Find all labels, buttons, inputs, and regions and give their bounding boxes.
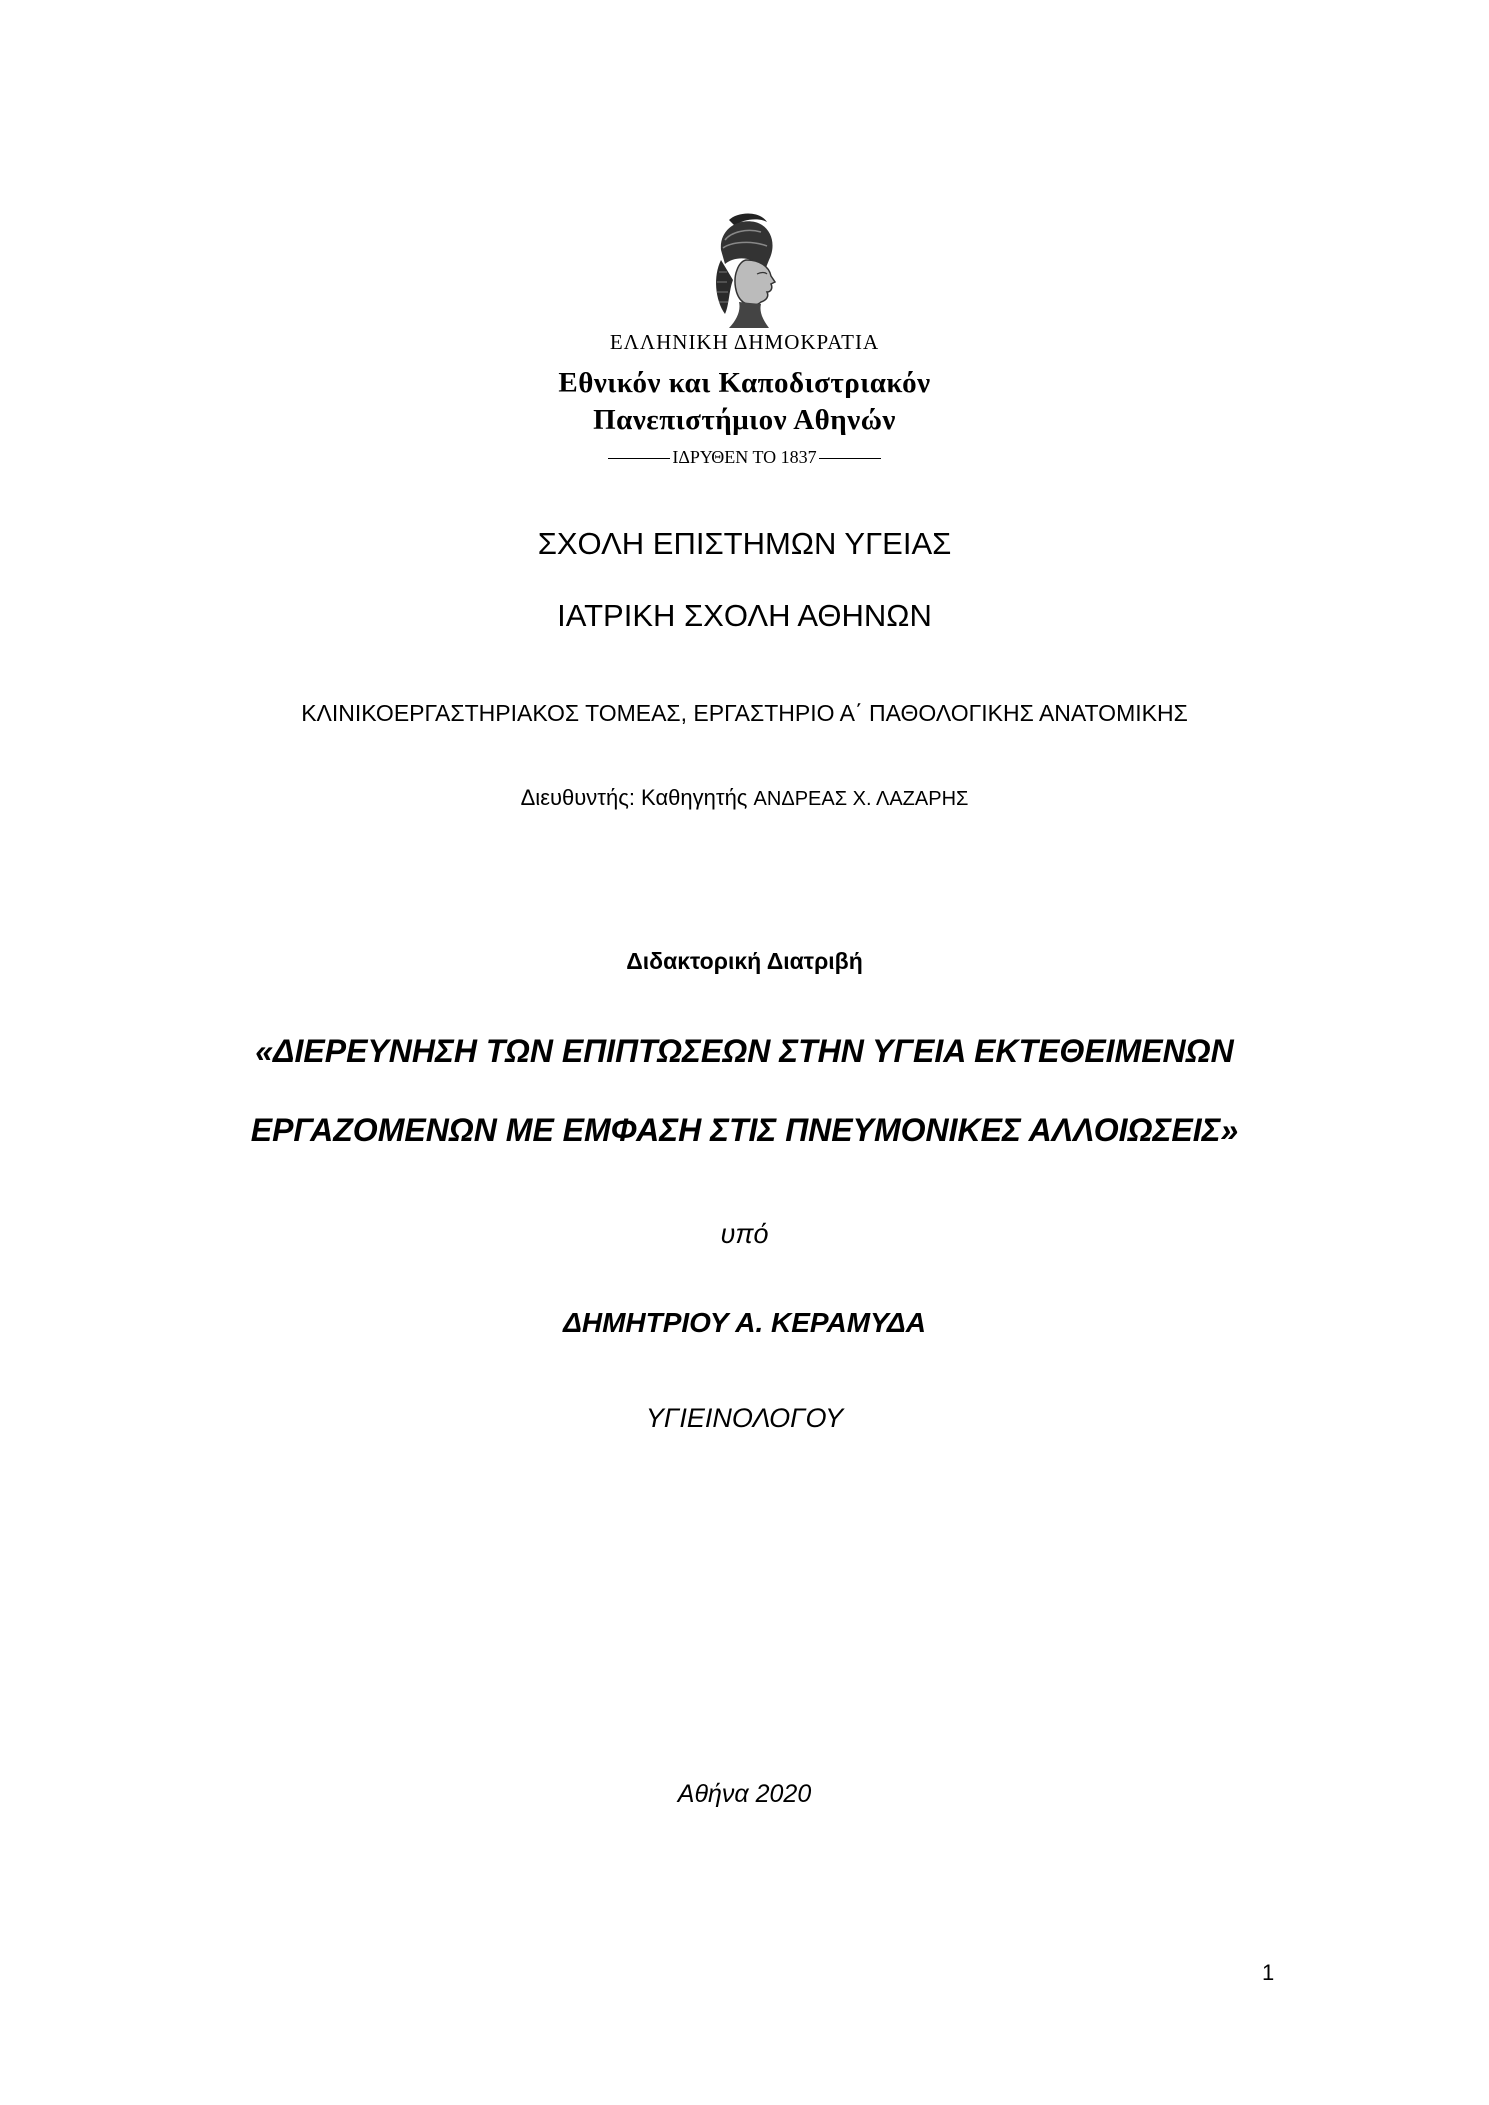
school-title: ΣΧΟΛΗ ΕΠΙΣΤΗΜΩΝ ΥΓΕΙΑΣ: [537, 526, 952, 561]
thesis-label: Διδακτορική Διατριβή: [626, 948, 863, 974]
author-role: ΥΓΙΕΙΝΟΛΟΓΟΥ: [645, 1403, 844, 1433]
logo-university-line1: Εθνικόν και Καποδιστριακόν: [558, 367, 931, 399]
department-title: ΚΛΙΝΙΚΟΕΡΓΑΣΤΗΡΙΑΚΟΣ ΤΟΜΕΑΣ, ΕΡΓΑΣΤΗΡΙΟ Α΄ ΠΑΘΟΛΟΓΙΚΗΣ ΑΝΑΤΟΜΙΚΗΣ: [301, 700, 1188, 726]
faculty-title: ΙΑΤΡΙΚΗ ΣΧΟΛΗ ΑΘΗΝΩΝ: [557, 598, 932, 633]
thesis-title-line1: «ΔΙΕΡΕΥΝΗΣΗ ΤΩΝ ΕΠΙΠΤΩΣΕΩΝ ΣΤΗΝ ΥΓΕΙΑ ΕΚΤΕΘΕΙΜΕΝΩΝ: [255, 1033, 1234, 1069]
logo-founded: [0, 447, 1489, 468]
director-label: Διευθυντής: Καθηγητής: [520, 785, 748, 810]
page-number: 1: [1262, 1960, 1275, 1985]
logo-university-line2: Πανεπιστήμιον Αθηνών: [593, 404, 896, 436]
logo-founded-text: ΙΔΡΥΘΕΝ ΤΟ 1837: [672, 447, 817, 467]
by-label: υπό: [720, 1219, 769, 1249]
director-line: [0, 785, 1489, 811]
director-name: ΑΝΔΡΕΑΣ Χ. ΛΑΖΑΡΗΣ: [753, 788, 969, 810]
place-date: Αθήνα 2020: [677, 1780, 812, 1808]
founded-rule-left: [608, 458, 670, 459]
thesis-title-line2: ΕΡΓΑΖΟΜΕΝΩΝ ΜΕ ΕΜΦΑΣΗ ΣΤΙΣ ΠΝΕΥΜΟΝΙΚΕΣ ΑΛΛΟΙΩΣΕΙΣ»: [250, 1112, 1239, 1148]
athena-head-icon: [707, 210, 787, 330]
author-name: ΔΗΜΗΤΡΙΟΥ Α. ΚΕΡΑΜΥΔΑ: [563, 1307, 926, 1338]
logo-republic-text: ΕΛΛΗΝΙΚΗ ΔΗΜΟΚΡΑΤΙΑ: [609, 330, 880, 354]
founded-rule-right: [819, 458, 881, 459]
